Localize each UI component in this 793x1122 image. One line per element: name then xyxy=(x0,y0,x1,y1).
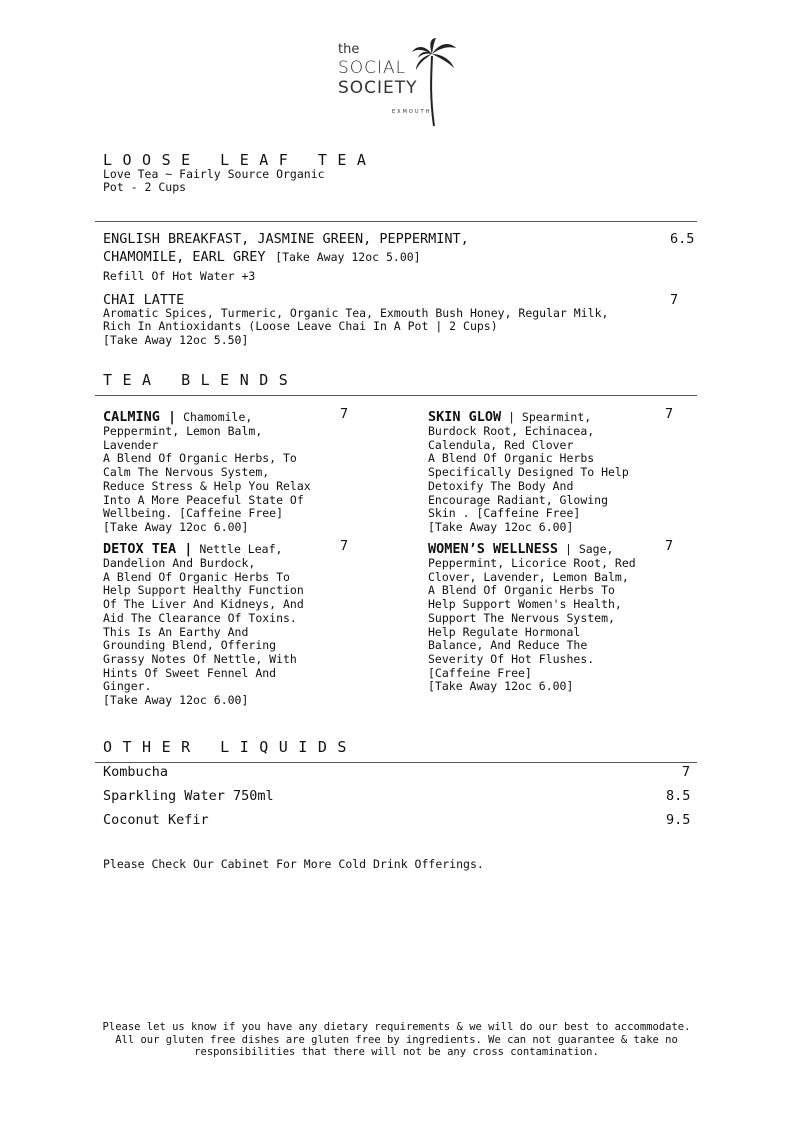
blend-line: [Take Away 12oc 6.00] xyxy=(428,679,574,694)
loose-leaf-subtitle-1: Love Tea ~ Fairly Source Organic xyxy=(103,167,325,181)
blend-line: Grounding Blend, Offering xyxy=(103,638,277,653)
logo-line1: SOCIAL xyxy=(338,58,407,78)
blend-line: Detoxify The Body And xyxy=(428,478,574,493)
blend-line: A Blend Of Organic Herbs, To xyxy=(103,451,297,466)
blend-title: CALMING | xyxy=(103,409,177,425)
palm-tree-icon xyxy=(410,38,458,128)
liquid-name: Sparkling Water 750ml xyxy=(103,788,274,804)
blend-line: Aid The Clearance Of Toxins. xyxy=(103,610,297,625)
blend-price: 7 xyxy=(665,406,674,422)
blend-title-line xyxy=(103,538,333,557)
divider xyxy=(95,221,697,222)
section-heading-loose-leaf: LOOSE LEAF TEA xyxy=(103,151,377,169)
blend-line: Specifically Designed To Help xyxy=(428,465,629,480)
blend-line: Wellbeing. [Caffeine Free] xyxy=(103,506,284,521)
blend-line: Burdock Root, Echinacea, xyxy=(428,424,595,438)
blend-title: DETOX TEA | xyxy=(103,541,193,557)
liquid-name: Coconut Kefir xyxy=(103,812,209,828)
blend-line: Calendula, Red Clover xyxy=(428,437,574,452)
blend-first-ingredient: | Sage, xyxy=(558,542,614,556)
blend-line: Help Support Healthy Function xyxy=(103,583,304,598)
blend-line: Clover, Lavender, Lemon Balm, xyxy=(428,569,629,584)
liquid-price: 9.5 xyxy=(666,812,691,828)
blend-line: Balance, And Reduce The xyxy=(428,638,588,653)
blend-line: Help Regulate Hormonal xyxy=(428,624,581,639)
blend-first-ingredient: Chamomile, xyxy=(176,410,253,424)
blend-first-ingredient: | Spearmint, xyxy=(501,410,592,424)
blend-title-line xyxy=(428,538,658,557)
blend-line: Peppermint, Lemon Balm, xyxy=(103,424,263,438)
item-desc: Aromatic Spices, Turmeric, Organic Tea, Exmouth Bush Honey, Regular Milk, xyxy=(103,306,609,320)
blend-title: SKIN GLOW xyxy=(428,409,502,425)
blend-calming xyxy=(103,406,333,535)
logo-line2: SOCIETY xyxy=(338,78,418,98)
blend-line: Lavender xyxy=(103,437,159,452)
footer-line: responsibilities that there will not be any cross contamination. xyxy=(194,1046,599,1058)
blend-price: 7 xyxy=(340,406,349,422)
blend-womens-wellness xyxy=(428,538,658,694)
blend-price: 7 xyxy=(340,538,349,554)
item-title-line2 xyxy=(103,246,421,265)
blend-line: Of The Liver And Kidneys, And xyxy=(103,597,304,612)
blend-line: Ginger. xyxy=(103,679,152,694)
item-title: ENGLISH BREAKFAST, JASMINE GREEN, PEPPERMINT, xyxy=(103,231,469,247)
footer-line: Please let us know if you have any dietary requirements & we will do our best to accommodate. xyxy=(102,1021,691,1033)
blend-line: A Blend Of Organic Herbs xyxy=(428,451,595,466)
footer-line: All our gluten free dishes are gluten free by ingredients. We can not guarantee & take no xyxy=(115,1033,678,1046)
blend-line: Severity Of Hot Flushes. xyxy=(428,651,595,666)
blend-detox xyxy=(103,538,333,708)
blend-line: Skin . [Caffeine Free] xyxy=(428,506,581,521)
logo-the: the xyxy=(338,42,360,57)
blend-line: Encourage Radiant, Glowing xyxy=(428,492,609,507)
blend-line: A Blend Of Organic Herbs To xyxy=(103,569,290,584)
blend-line: [Take Away 12oc 6.00] xyxy=(103,519,249,534)
blend-first-ingredient: Nettle Leaf, xyxy=(192,542,283,556)
item-desc: Rich In Antioxidants (Loose Leave Chai In A Pot | 2 Cups) xyxy=(103,319,498,333)
blend-skin-glow xyxy=(428,406,658,535)
liquid-price: 7 xyxy=(682,764,691,780)
dietary-footer xyxy=(0,1021,793,1059)
loose-leaf-subtitle-2: Pot - 2 Cups xyxy=(103,180,187,194)
blend-line: Into A More Peaceful State Of xyxy=(103,492,304,507)
logo xyxy=(330,38,460,128)
item-title-chai: CHAI LATTE xyxy=(103,292,185,308)
blend-line: Reduce Stress & Help You Relax xyxy=(103,478,311,493)
item-title-part: CHAMOMILE, EARL GREY xyxy=(103,249,266,265)
blend-line: A Blend Of Organic Herbs To xyxy=(428,583,615,598)
blend-line: Dandelion And Burdock, xyxy=(103,556,256,570)
divider xyxy=(95,762,697,763)
divider xyxy=(95,395,697,396)
cold-drink-note: Please Check Our Cabinet For More Cold Drink Offerings. xyxy=(103,857,484,871)
liquid-name: Kombucha xyxy=(103,764,169,780)
blend-line: Support The Nervous System, xyxy=(428,610,615,625)
takeaway-price: [Take Away 12oc 5.00] xyxy=(275,250,421,264)
blend-line: [Caffeine Free] xyxy=(428,665,532,680)
blend-line: Grassy Notes Of Nettle, With xyxy=(103,651,297,666)
blend-line: [Take Away 12oc 6.00] xyxy=(428,519,574,534)
liquid-price: 8.5 xyxy=(666,788,691,804)
item-price-chai: 7 xyxy=(670,292,679,308)
logo-sub: EXMOUTH xyxy=(392,109,432,115)
blend-line: Calm The Nervous System, xyxy=(103,465,270,480)
blend-line: Help Support Women's Health, xyxy=(428,597,622,612)
blend-line: This Is An Earthy And xyxy=(103,624,249,639)
blend-line: Hints Of Sweet Fennel And xyxy=(103,665,277,680)
section-heading-other-liquids: OTHER LIQUIDS xyxy=(103,738,357,756)
refill-note: Refill Of Hot Water +3 xyxy=(103,269,256,283)
section-heading-tea-blends: TEA BLENDS xyxy=(103,371,299,389)
blend-title-line xyxy=(428,406,658,425)
blend-title-line xyxy=(103,406,333,425)
blend-price: 7 xyxy=(665,538,674,554)
item-price: 6.5 xyxy=(670,231,695,247)
blend-line: Peppermint, Licorice Root, Red xyxy=(428,556,636,570)
blend-line: [Take Away 12oc 6.00] xyxy=(103,693,249,708)
blend-title: WOMEN’S WELLNESS xyxy=(428,541,559,557)
item-desc: [Take Away 12oc 5.50] xyxy=(103,333,249,347)
